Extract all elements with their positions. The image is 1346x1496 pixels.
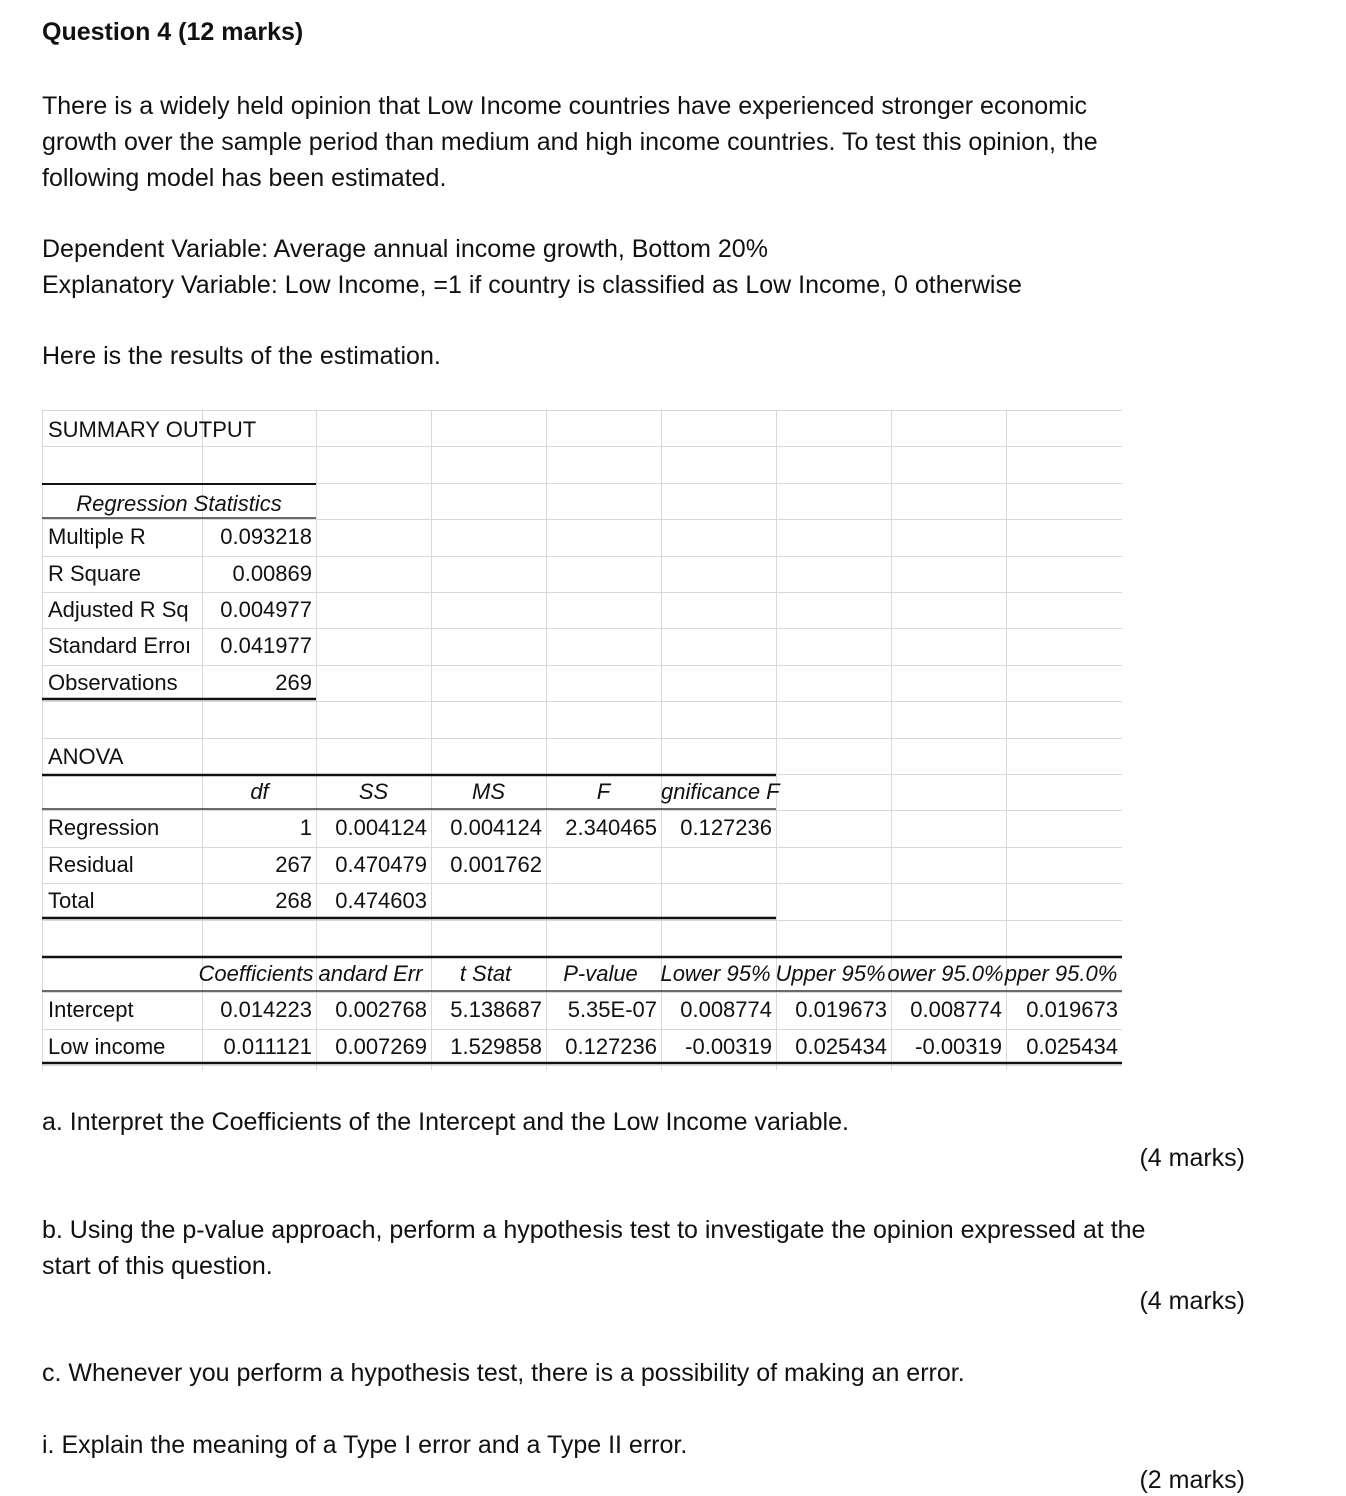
anova-row-label: Regression bbox=[48, 815, 160, 840]
results-intro: Here is the results of the estimation. bbox=[42, 342, 441, 370]
intro-line-3: following model has been estimated. bbox=[42, 164, 447, 192]
anova-cell-f bbox=[546, 847, 661, 883]
coef-cell: 5.35E-07 bbox=[567, 997, 657, 1022]
part-b-question-line-1: b. Using the p-value approach, perform a hypothesis test to investigate the opinion expressed at the bbox=[42, 1216, 1146, 1244]
anova-cell-ss: 0.470479 bbox=[335, 852, 427, 877]
anova-cell-ms: 0.004124 bbox=[450, 815, 542, 840]
anova-col-header: df bbox=[250, 779, 269, 804]
regstat-value: 269 bbox=[275, 670, 312, 695]
anova-col-header: MS bbox=[472, 779, 505, 804]
coef-row-label: Low income bbox=[48, 1034, 166, 1059]
part-b-marks: (4 marks) bbox=[1139, 1287, 1245, 1315]
regstat-label: R Square bbox=[48, 561, 141, 586]
anova-cell-df: 1 bbox=[299, 815, 312, 840]
anova-col-header: gnificance F bbox=[661, 779, 780, 804]
coef-cell: -0.00319 bbox=[915, 1034, 1002, 1059]
part-b-question-line-2: start of this question. bbox=[42, 1252, 273, 1280]
coef-col-header: t Stat bbox=[459, 961, 512, 986]
regstat-value: 0.041977 bbox=[220, 633, 312, 658]
part-a-question: a. Interpret the Coefficients of the Intercept and the Low Income variable. bbox=[42, 1108, 849, 1136]
anova-cell-df: 267 bbox=[275, 852, 312, 877]
anova-heading: ANOVA bbox=[48, 744, 124, 769]
anova-cell-ms: 0.001762 bbox=[450, 852, 542, 877]
question-title: Question 4 (12 marks) bbox=[42, 18, 304, 46]
coef-cell: 0.002768 bbox=[335, 997, 427, 1022]
regstat-label: Multiple R bbox=[48, 524, 146, 549]
coef-col-header: Upper 95% bbox=[775, 961, 886, 986]
intro-line-2: growth over the sample period than medium and high income countries. To test this opinion, the bbox=[42, 128, 1098, 156]
coef-col-header: Lower 95% bbox=[660, 961, 771, 986]
anova-cell-sig bbox=[661, 847, 776, 883]
regstat-label: Standard Erroı bbox=[48, 633, 192, 658]
regstat-value: 0.00869 bbox=[232, 561, 312, 586]
anova-col-header: SS bbox=[358, 779, 389, 804]
anova-cell-df: 268 bbox=[275, 888, 312, 913]
anova-cell-ss: 0.474603 bbox=[335, 888, 427, 913]
anova-cell-ss: 0.004124 bbox=[335, 815, 427, 840]
anova-cell-sig bbox=[661, 883, 776, 919]
anova-row-label: Residual bbox=[48, 852, 134, 877]
coef-col-header: pper 95.0% bbox=[1004, 961, 1118, 986]
explanatory-variable: Explanatory Variable: Low Income, =1 if country is classified as Low Income, 0 otherwise bbox=[42, 271, 1022, 299]
regstat-value: 0.093218 bbox=[220, 524, 312, 549]
part-a-marks: (4 marks) bbox=[1139, 1144, 1245, 1172]
summary-output-table bbox=[42, 410, 1122, 1070]
anova-cell-f bbox=[546, 883, 661, 919]
anova-cell-f: 2.340465 bbox=[565, 815, 657, 840]
regstat-value: 0.004977 bbox=[220, 597, 312, 622]
coef-cell: 0.007269 bbox=[335, 1034, 427, 1059]
coef-cell: 0.127236 bbox=[565, 1034, 657, 1059]
anova-row-label: Total bbox=[48, 888, 95, 913]
intro-line-1: There is a widely held opinion that Low Income countries have experienced stronger economic bbox=[42, 92, 1088, 120]
regression-statistics-heading: Regression Statistics bbox=[76, 491, 282, 516]
regstat-label: Adjusted R Sq bbox=[48, 597, 189, 622]
coef-col-header: P-value bbox=[563, 961, 638, 986]
coef-cell: 5.138687 bbox=[450, 997, 542, 1022]
anova-cell-ms bbox=[431, 883, 546, 919]
coef-cell: -0.00319 bbox=[685, 1034, 772, 1059]
coef-row-label: Intercept bbox=[48, 997, 134, 1022]
coef-cell: 0.025434 bbox=[1026, 1034, 1118, 1059]
coef-cell: 0.019673 bbox=[795, 997, 887, 1022]
coef-cell: 0.014223 bbox=[220, 997, 312, 1022]
coef-cell: 0.008774 bbox=[910, 997, 1002, 1022]
dependent-variable: Dependent Variable: Average annual income growth, Bottom 20% bbox=[42, 235, 768, 263]
anova-col-header: F bbox=[596, 779, 611, 804]
coef-cell: 0.019673 bbox=[1026, 997, 1118, 1022]
coef-col-header: ower 95.0% bbox=[887, 961, 1004, 986]
regstat-label: Observations bbox=[48, 670, 178, 695]
coef-cell: 1.529858 bbox=[450, 1034, 542, 1059]
coef-col-header: Coefficients bbox=[198, 961, 314, 986]
anova-cell-sig: 0.127236 bbox=[680, 815, 772, 840]
coef-col-header: andard Err bbox=[318, 961, 423, 986]
coef-cell: 0.011121 bbox=[223, 1034, 312, 1059]
coef-cell: 0.025434 bbox=[795, 1034, 887, 1059]
part-c-i-question: i. Explain the meaning of a Type I error and a Type II error. bbox=[42, 1431, 688, 1459]
part-c-i-marks: (2 marks) bbox=[1139, 1466, 1245, 1494]
summary-output-heading: SUMMARY OUTPUT bbox=[48, 417, 257, 442]
coef-cell: 0.008774 bbox=[680, 997, 772, 1022]
part-c-question: c. Whenever you perform a hypothesis test, there is a possibility of making an error. bbox=[42, 1359, 965, 1387]
